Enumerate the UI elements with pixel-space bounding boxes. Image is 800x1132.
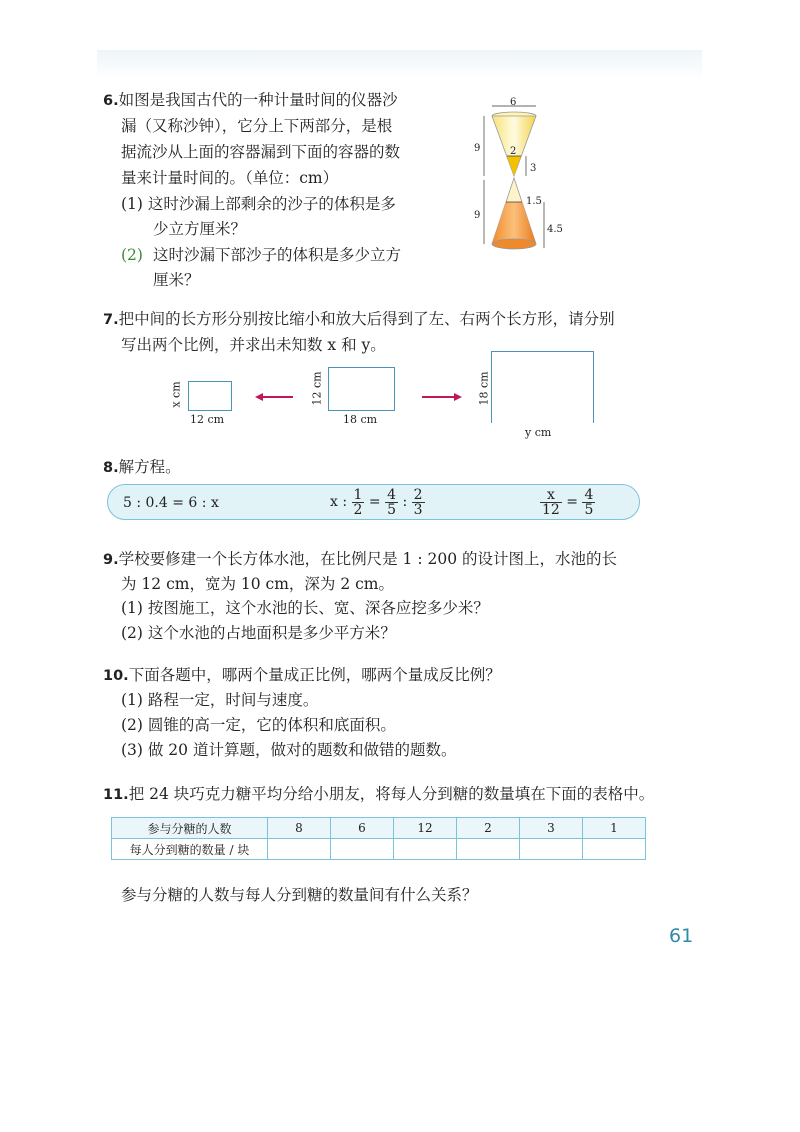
q11-line1: 11.把 24 块巧克力糖平均分给小朋友，将每人分到糖的数量填在下面的表格中。: [103, 785, 655, 803]
q6-sub2-num: (2): [121, 246, 143, 264]
table-header-cell: 参与分糖的人数: [112, 818, 268, 839]
dim-top-width: 6: [510, 97, 517, 108]
shrink-arrow-icon: [255, 390, 295, 404]
answer-cell[interactable]: [268, 839, 331, 860]
small-rect-width: 12 cm: [190, 413, 225, 426]
answer-cell[interactable]: [457, 839, 520, 860]
q6-line3: 据流沙从上面的容器漏到下面的容器的数: [121, 143, 401, 161]
hourglass-figure: [470, 96, 563, 261]
answer-cell[interactable]: [583, 839, 646, 860]
dim-top-height: 9: [474, 143, 481, 154]
q10-sub3: (3) 做 20 道计算题，做对的题数和做错的题数。: [121, 741, 457, 759]
q6-sub2: 这时沙漏下部沙子的体积是多少立方: [153, 246, 402, 264]
page-header-band: [97, 50, 702, 80]
table-row: [112, 839, 646, 860]
table-cell: 8: [268, 818, 331, 839]
equation-1: 5 : 0.4 = 6 : x: [123, 495, 219, 511]
q8-title: 8.解方程。: [103, 458, 181, 476]
middle-rect-width: 18 cm: [343, 413, 378, 426]
dim-bottom-sand-width: 1.5: [526, 196, 542, 207]
table-cell: 6: [331, 818, 394, 839]
small-rectangle: [188, 381, 232, 411]
table-header-cell: 每人分到糖的数量 / 块: [112, 839, 268, 860]
answer-cell[interactable]: [520, 839, 583, 860]
answer-cell[interactable]: [394, 839, 457, 860]
equation-3: $\frac{x}{12}$ = $\frac{4}{5}$: [542, 486, 594, 518]
q9-sub2: (2) 这个水池的占地面积是多少平方米？: [121, 624, 396, 642]
dim-sand-depth: 3: [530, 163, 537, 174]
q6-line2: 漏（又称沙钟），它分上下两部分，是根: [121, 117, 393, 135]
equation-2: x : $\frac{1}{2}$ = $\frac{4}{5}$ : $\frac{2}{3}$: [330, 486, 423, 518]
table-cell: 12: [394, 818, 457, 839]
q10-sub2: (2) 圆锥的高一定，它的体积和底面积。: [121, 716, 396, 734]
table-row: [112, 818, 646, 839]
q6-line1: 6.如图是我国古代的一种计量时间的仪器沙: [103, 91, 398, 109]
q10-sub1: (1) 路程一定，时间与速度。: [121, 691, 319, 709]
q6-sub1: (1) 这时沙漏上部剩余的沙子的体积是多: [121, 195, 396, 213]
q9-line2: 为 12 cm，宽为 10 cm，深为 2 cm。: [121, 575, 395, 593]
table-cell: 2: [457, 818, 520, 839]
large-rectangle: [491, 351, 594, 423]
large-rect-height: 18 cm: [477, 371, 491, 406]
q9-sub1: (1) 按图施工，这个水池的长、宽、深各应挖多少米？: [121, 599, 489, 617]
dim-bottom-sand-height: 4.5: [547, 224, 563, 235]
table-cell: 1: [583, 818, 646, 839]
q7-line2: 写出两个比例，并求出未知数 x 和 y。: [121, 336, 386, 354]
q11-question: 参与分糖的人数与每人分到糖的数量间有什么关系？: [121, 886, 478, 904]
enlarge-arrow-icon: [422, 390, 462, 404]
q6-sub1-cont: 少立方厘米？: [153, 220, 247, 238]
q10-line1: 10.下面各题中，哪两个量成正比例，哪两个量成反比例？: [103, 666, 501, 684]
page-number: 61: [669, 925, 694, 947]
table-cell: 3: [520, 818, 583, 839]
candy-table: [111, 817, 646, 860]
small-rect-height: x cm: [169, 381, 183, 408]
q6-sub2-cont: 厘米？: [153, 271, 200, 289]
q6-line4: 量来计量时间的。（单位：cm）: [121, 169, 339, 187]
middle-rect-height: 12 cm: [310, 371, 324, 406]
answer-cell[interactable]: [331, 839, 394, 860]
q7-line1: 7.把中间的长方形分别按比缩小和放大后得到了左、右两个长方形，请分别: [103, 310, 615, 328]
q9-line1: 9.学校要修建一个长方体水池，在比例尺是 1 : 200 的设计图上，水池的长: [103, 550, 617, 568]
dim-bottom-height: 9: [474, 210, 481, 221]
middle-rectangle: [328, 367, 395, 411]
large-rect-width: y cm: [525, 426, 552, 439]
dim-sand-width: 2: [510, 146, 517, 157]
